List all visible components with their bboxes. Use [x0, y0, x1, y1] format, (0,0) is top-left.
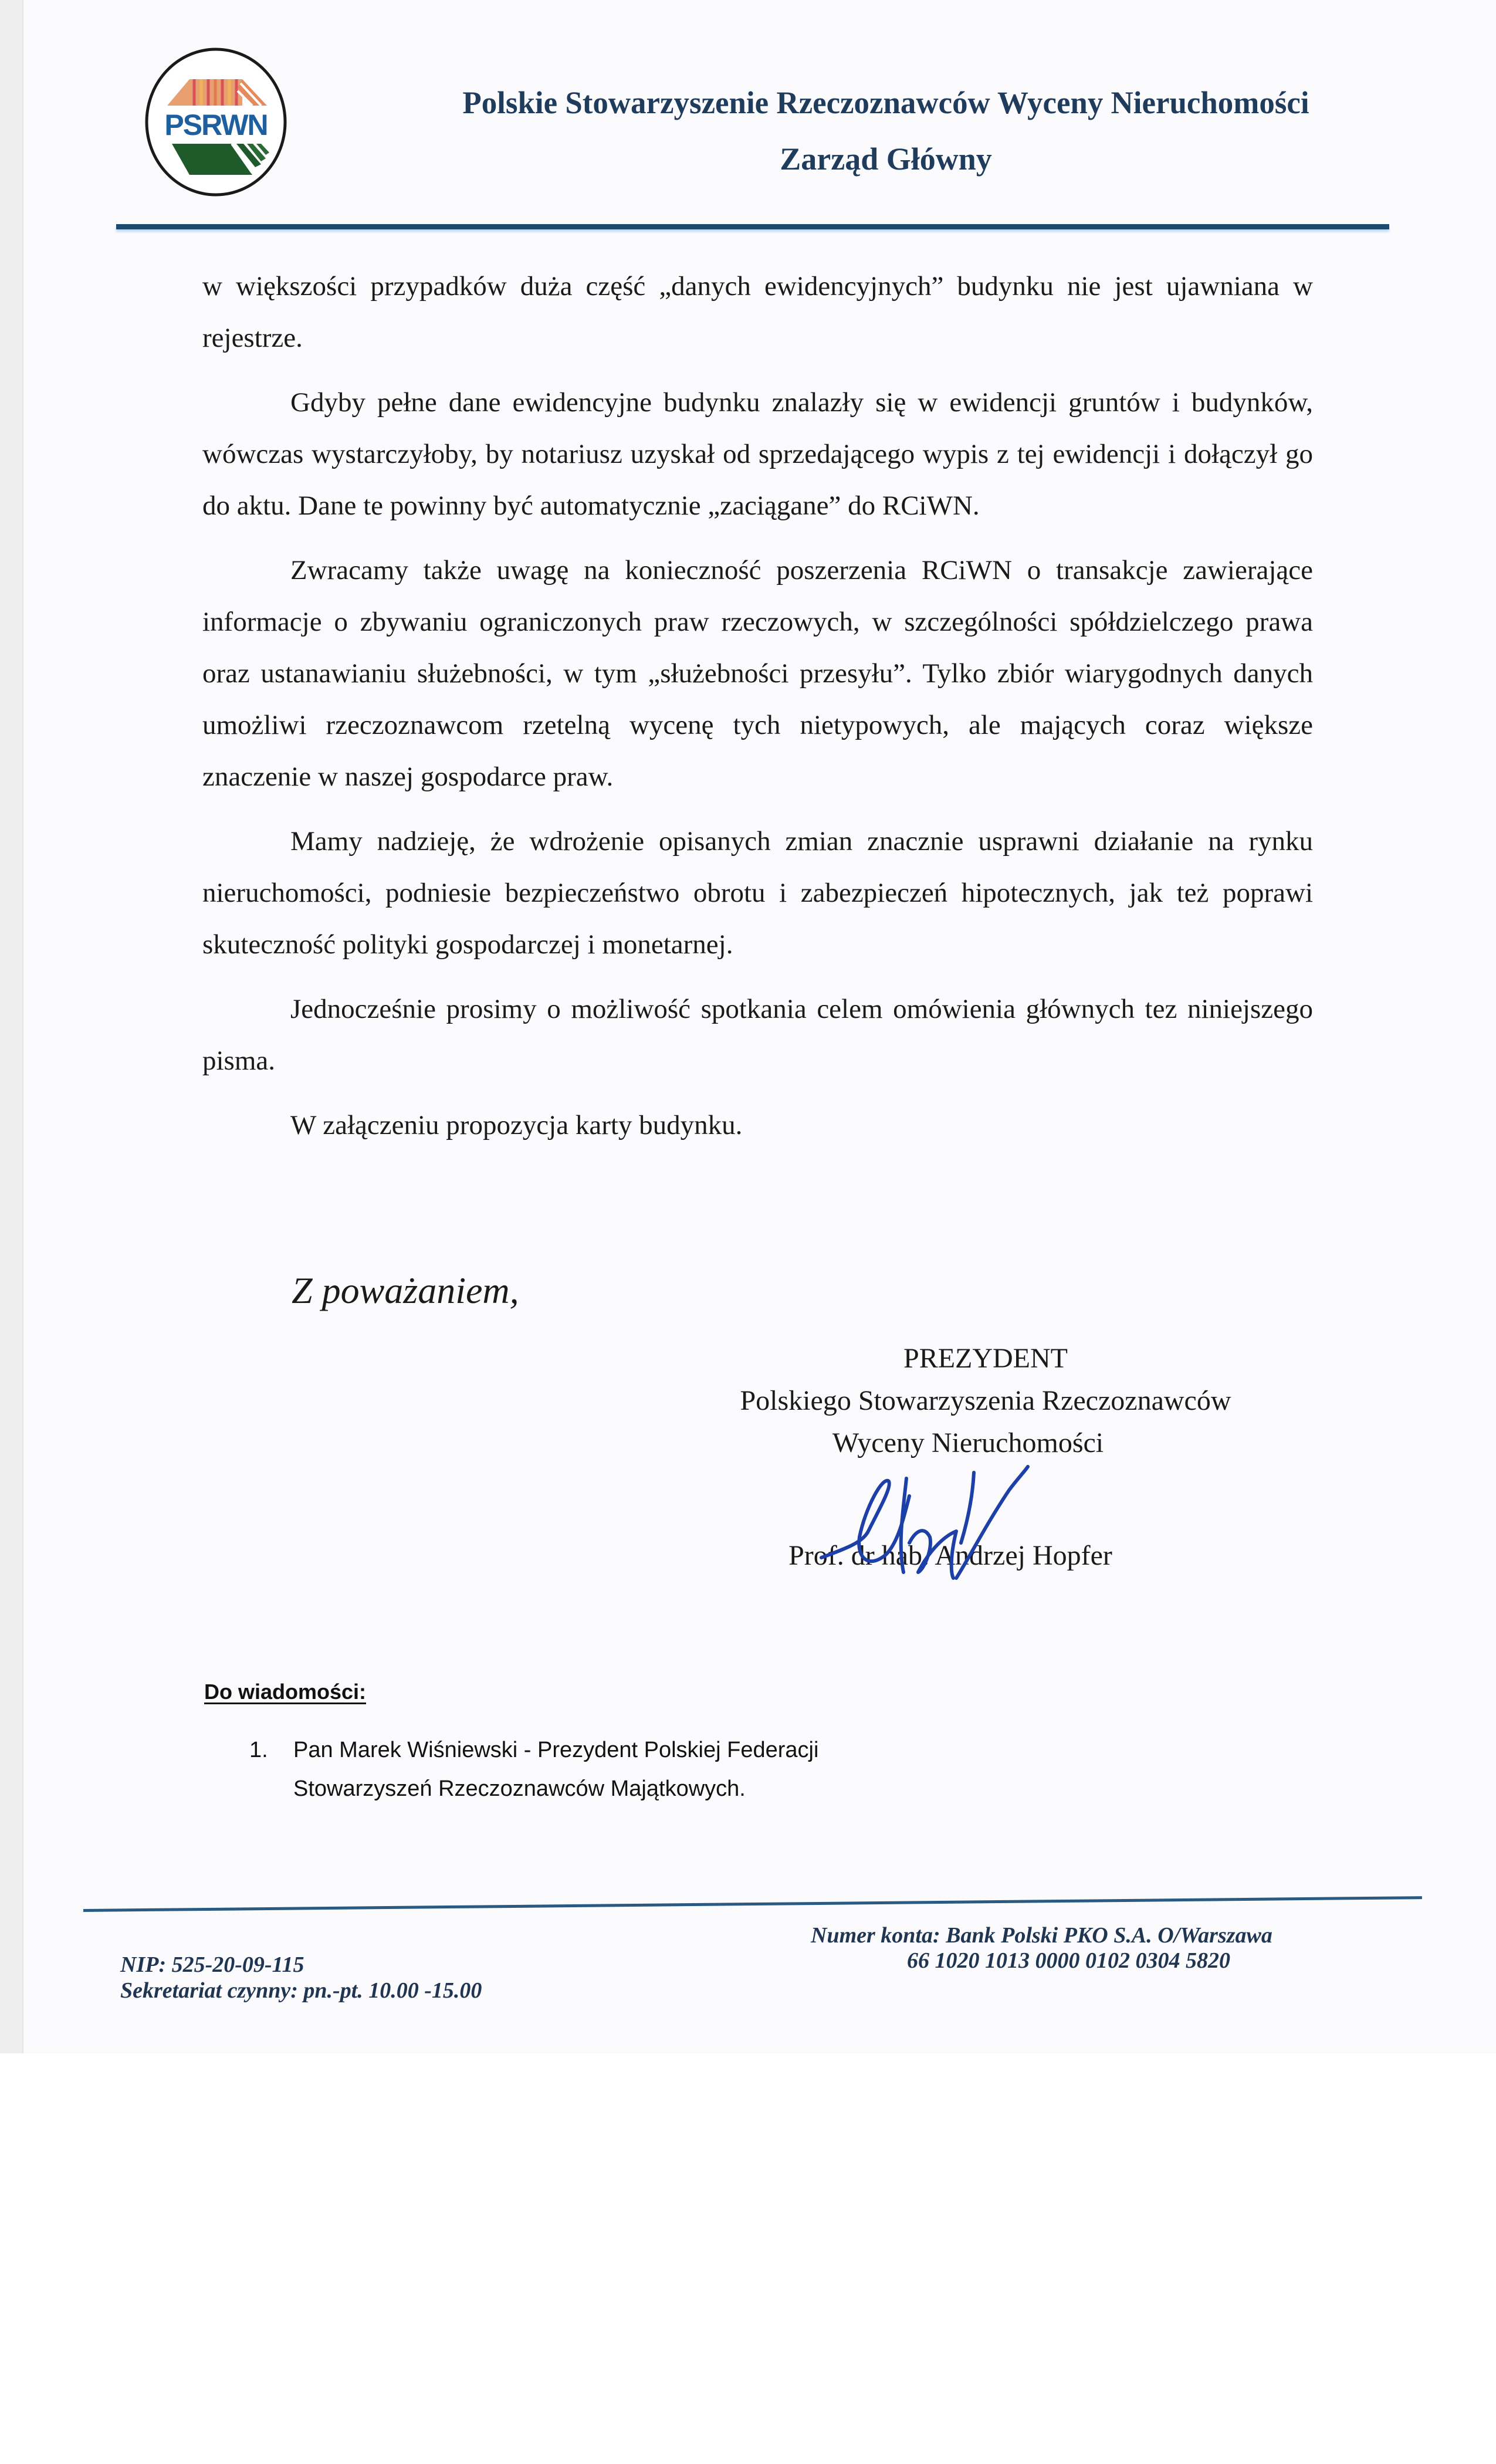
signatory-org-line1: Polskiego Stowarzyszenia Rzeczoznawców: [740, 1385, 1231, 1416]
signatory-org-line2: Wyceny Nieruchomości: [832, 1427, 1104, 1458]
cc-item-line2: Stowarzyszeń Rzeczoznawców Majątkowych.: [293, 1776, 746, 1801]
org-unit: Zarząd Główny: [780, 141, 992, 177]
paragraph-2: Gdyby pełne dane ewidencyjne budynku znalazły się w ewidencji gruntów i budynków, wówczas wystarczyłoby, by notariusz uzyskał od sprzedającego wypis z tej ewidencji i dołączył go do aktu. Dane te powinny być automatycznie „zaciągane” do RCiWN.: [202, 387, 1313, 521]
psrwn-logo-icon: [144, 47, 288, 197]
footer-bank: Numer konta: Bank Polski PKO S.A. O/Warszawa: [811, 1923, 1272, 1948]
footer-nip: NIP: 525-20-09-115: [120, 1952, 304, 1977]
handwritten-signature-icon: [810, 1455, 1074, 1607]
footer-account-number: 66 1020 1013 0000 0102 0304 5820: [907, 1948, 1230, 1973]
signatory-name: Prof. dr hab. Andrzej Hopfer: [788, 1540, 1112, 1571]
paragraph-4: Mamy nadzieję, że wdrożenie opisanych zmian znacznie usprawni działanie na rynku nieruchomości, podniesie bezpieczeństwo obrotu i zabezpieczeń hipotecznych, jak też poprawi skuteczność polityki gospodarczej i monetarnej.: [202, 826, 1313, 960]
letter-body: [202, 260, 1313, 1164]
paragraph-5: Jednocześnie prosimy o możliwość spotkania celem omówienia głównych tez niniejszego pisma.: [202, 994, 1313, 1076]
footer-office-hours: Sekretariat czynny: pn.-pt. 10.00 -15.00: [120, 1978, 482, 2003]
footer-rule: [83, 1896, 1422, 1912]
scan-edge: [0, 0, 23, 2053]
paragraph-6: W załączeniu propozycja karty budynku.: [290, 1110, 743, 1140]
paragraph-3: Zwracamy także uwagę na konieczność poszerzenia RCiWN o transakcje zawierające informacje o zbywaniu ograniczonych praw rzeczowych, w szczególności spółdzielczego prawa oraz ustanawianiu służebności, w tym „służebności przesyłu”. Tylko zbiór wiarygodnych danych umożliwi rzeczoznawcom rzetelną wycenę tych nietypowych, ale mających coraz większe znaczenie w naszej gospodarce praw.: [202, 555, 1313, 792]
cc-item-number: 1.: [249, 1738, 268, 1762]
org-name: Polskie Stowarzyszenie Rzeczoznawców Wyceny Nieruchomości: [462, 85, 1309, 120]
svg-text:PSRWN: PSRWN: [164, 109, 268, 141]
blank-area: [0, 2053, 1496, 2464]
signatory-title: PREZYDENT: [903, 1343, 1068, 1374]
cc-heading: Do wiadomości:: [204, 1680, 367, 1704]
header-rule: [116, 224, 1389, 229]
paragraph-1: w większości przypadków duża część „danych ewidencyjnych” budynku nie jest ujawniana w rejestrze.: [202, 271, 1313, 353]
salutation: Z poważaniem,: [292, 1270, 519, 1311]
cc-item-line1: Pan Marek Wiśniewski - Prezydent Polskiej Federacji: [293, 1738, 819, 1762]
